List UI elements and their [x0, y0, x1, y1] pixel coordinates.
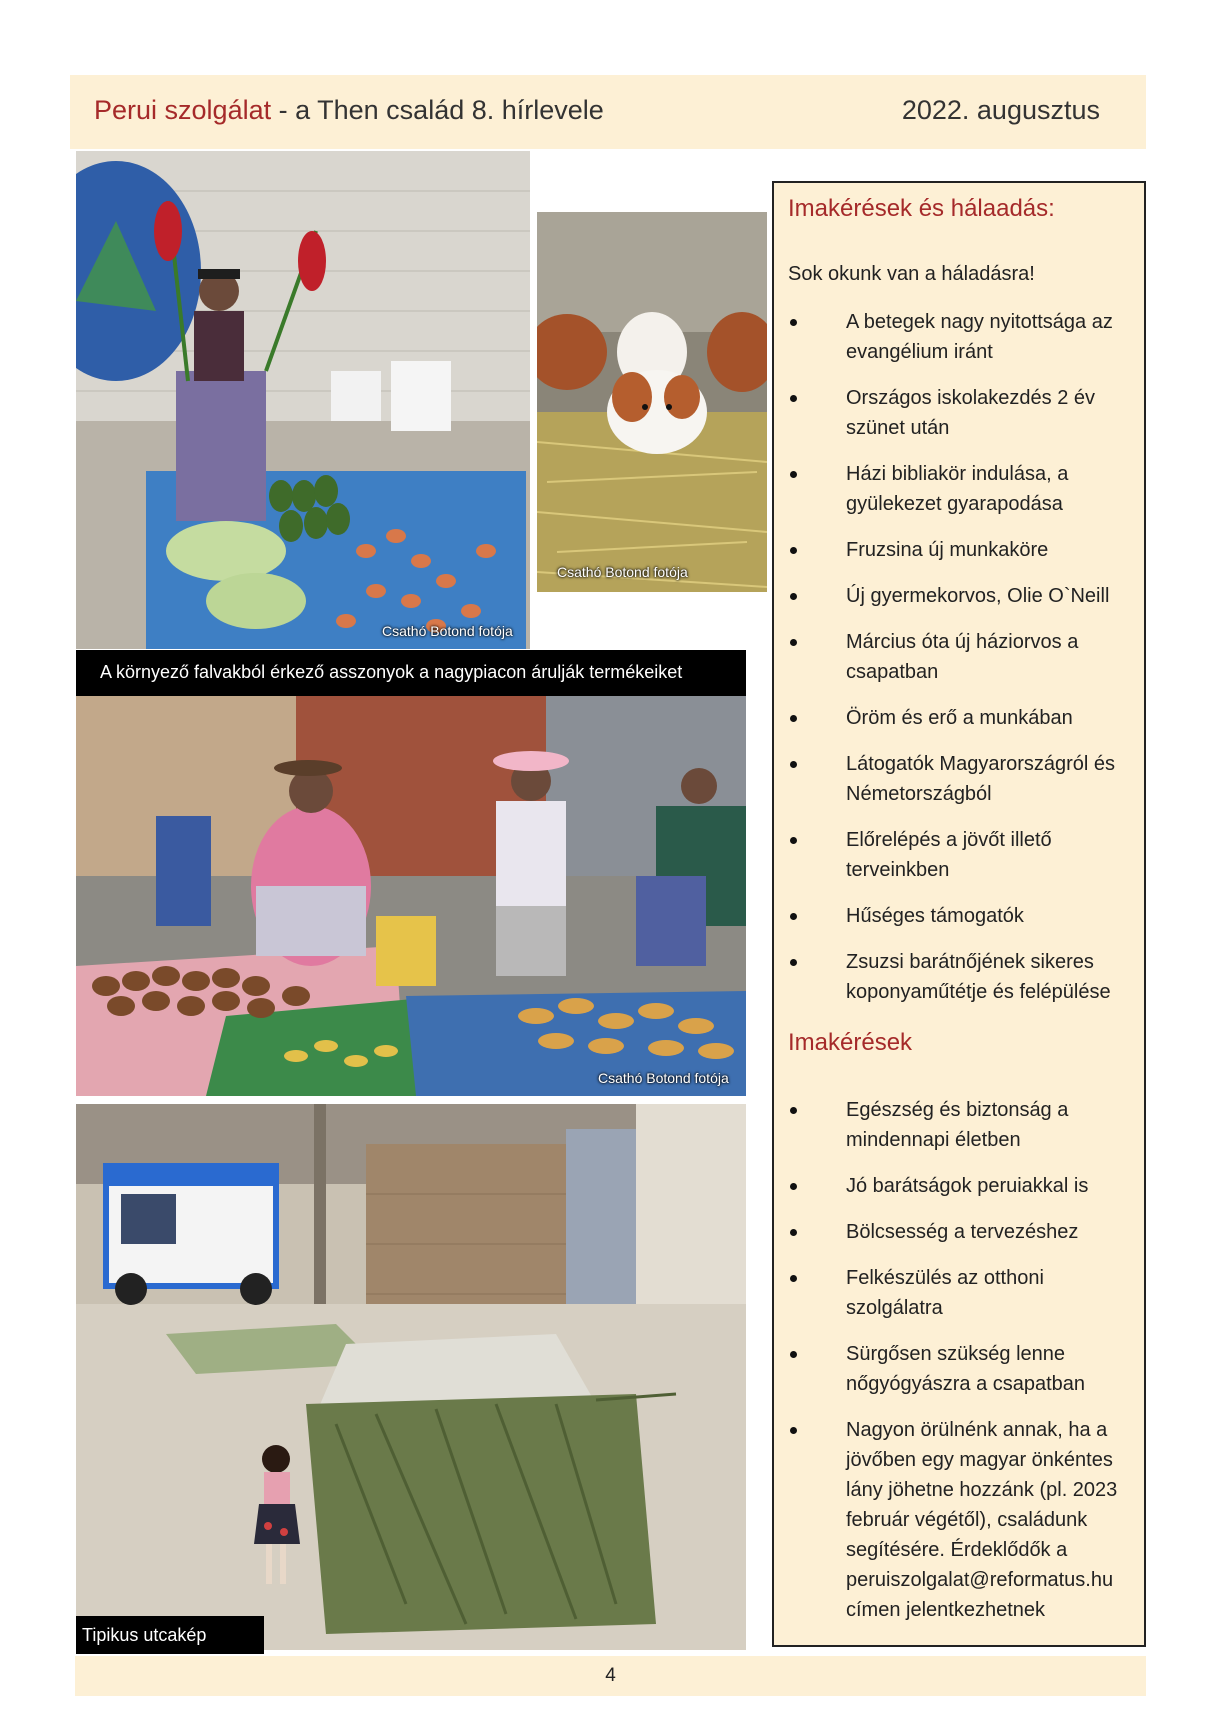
street-caption	[76, 1616, 264, 1654]
list-item	[774, 947, 1144, 1007]
list-item-text: Március óta új háziorvos a csapatban	[846, 631, 1079, 683]
market-caption-text: A környező falvakból érkező asszonyok a nagypiacon árulják termékeiket	[100, 662, 683, 682]
list-item-text: Egészség és biztonság a mindennapi életben	[846, 1099, 1069, 1151]
list-item	[774, 627, 1144, 687]
bullet-icon	[790, 761, 797, 768]
bullet-icon	[790, 1183, 797, 1190]
list-item-text: Házi bibliakör indulása, a gyülekezet gyarapodása	[846, 463, 1069, 515]
newsletter-header	[70, 75, 1146, 149]
list-item-text: Jó barátságok peruiakkal is	[846, 1175, 1089, 1197]
bullet-icon	[790, 715, 797, 722]
list-item	[774, 1263, 1144, 1323]
requests-list	[774, 1095, 1144, 1625]
issue-date: 2022. augusztus	[901, 95, 1100, 125]
newsletter-subtitle: - a Then család 8. hírlevele	[271, 95, 604, 125]
market-scene-photo	[76, 696, 746, 1096]
list-item	[774, 383, 1144, 443]
list-item-text: Zsuzsi barátnőjének sikeres koponyaműtétje és felépülése	[846, 951, 1111, 1003]
photo-credit: Csathó Botond fotója	[382, 623, 513, 639]
bullet-icon	[790, 1275, 797, 1282]
list-item-text: Fruzsina új munkaköre	[846, 539, 1049, 561]
thanks-list	[774, 307, 1144, 1007]
list-item-text: Nagyon örülnénk annak, ha a jövőben egy magyar önkéntes lány jöhetne hozzánk (pl. 2023 február végétől), családunk segítésére. Érdeklődők a peruiszolgalat@reformatus.hu címen jelentkezhetnek	[846, 1419, 1118, 1621]
list-item	[774, 581, 1144, 611]
list-item-text: Sürgősen szükség lenne nőgyógyászra a csapatban	[846, 1343, 1086, 1395]
bullet-icon	[790, 471, 797, 478]
list-item-text: Látogatók Magyarországról és Németországból	[846, 753, 1116, 805]
newsletter-title	[94, 95, 604, 126]
bullet-icon	[790, 959, 797, 966]
guinea-pigs-photo	[537, 212, 767, 592]
bullet-icon	[790, 639, 797, 646]
list-item	[774, 749, 1144, 809]
photo-credit: Csathó Botond fotója	[598, 1070, 729, 1086]
bullet-icon	[790, 547, 797, 554]
list-item-text: Előrelépés a jövőt illető terveinkben	[846, 829, 1052, 881]
list-item	[774, 1415, 1144, 1625]
page-number: 4	[605, 1665, 616, 1686]
bullet-icon	[790, 1107, 797, 1114]
list-item-text: Felkészülés az otthoni szolgálatra	[846, 1267, 1044, 1319]
list-item-text: Öröm és erő a munkában	[846, 707, 1073, 729]
street-scene-photo	[76, 1104, 746, 1650]
bullet-icon	[790, 1427, 797, 1434]
list-item-text: Új gyermekorvos, Olie O`Neill	[846, 585, 1110, 607]
photo-credit: Csathó Botond fotója	[557, 564, 688, 580]
list-item	[774, 1171, 1144, 1201]
requests-heading: Imakérések	[788, 1029, 913, 1056]
list-item-text: Országos iskolakezdés 2 év szünet után	[846, 387, 1096, 439]
list-item	[774, 307, 1144, 367]
bullet-icon	[790, 837, 797, 844]
list-item	[774, 825, 1144, 885]
bullet-icon	[790, 395, 797, 402]
market-woman-photo	[76, 151, 530, 649]
page-footer	[75, 1656, 1146, 1696]
list-item	[774, 535, 1144, 565]
list-item	[774, 459, 1144, 519]
bullet-icon	[790, 1351, 797, 1358]
thanks-intro: Sok okunk van a háladásra!	[788, 263, 1035, 285]
market-caption	[76, 650, 746, 696]
list-item-text: A betegek nagy nyitottsága az evangélium iránt	[846, 311, 1113, 363]
list-item	[774, 1339, 1144, 1399]
bullet-icon	[790, 913, 797, 920]
list-item	[774, 1217, 1144, 1247]
list-item	[774, 901, 1144, 931]
list-item-text: Hűséges támogatók	[846, 905, 1024, 927]
brand-name: Perui szolgálat	[94, 95, 272, 125]
street-caption-text: Tipikus utcakép	[82, 1625, 207, 1645]
prayer-sidebar	[772, 181, 1146, 1647]
bullet-icon	[790, 593, 797, 600]
bullet-icon	[790, 319, 797, 326]
bullet-icon	[790, 1229, 797, 1236]
list-item-text: Bölcsesség a tervezéshez	[846, 1221, 1079, 1243]
thanks-heading: Imakérések és hálaadás:	[788, 195, 1055, 222]
list-item	[774, 1095, 1144, 1155]
list-item	[774, 703, 1144, 733]
